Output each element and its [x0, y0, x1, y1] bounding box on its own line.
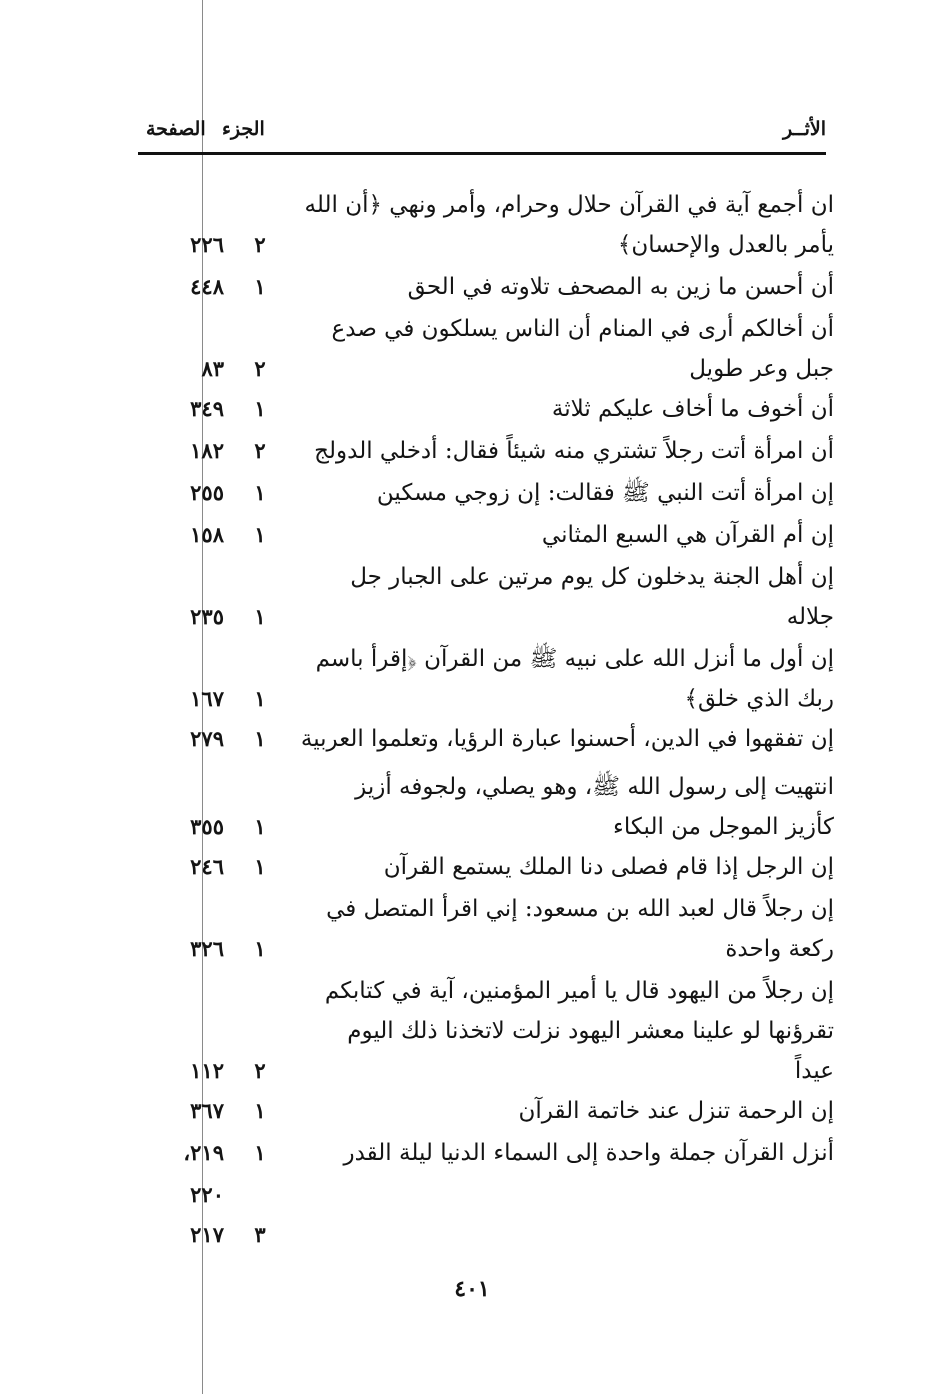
juz-number: ٢ [254, 356, 266, 381]
juz-number: ١ [254, 814, 266, 839]
page-ref-number: ٣٥٥ [190, 814, 224, 839]
athar-text-line: تقرؤنها لو علينا معشر اليهود نزلت لاتخذنا ذلك اليوم [347, 1018, 834, 1044]
athar-text-line: أن أحسن ما زين به المصحف تلاوته في الحق [407, 274, 834, 300]
athar-text-line: إن تفقهوا في الدين، أحسنوا عبارة الرؤيا، وتعلموا العربية [300, 726, 834, 752]
juz-number: ١ [254, 1140, 266, 1165]
page-ref-number: ٢٢٠ [190, 1182, 224, 1207]
page-ref-number: ٢٢٦ [190, 232, 224, 257]
page-ref-number: ٢٥٥ [190, 480, 224, 505]
juz-number: ٢ [254, 232, 266, 257]
athar-text-line: إن رجلاً قال لعبد الله بن مسعود: إني اقرأ المتصل في [326, 896, 834, 922]
juz-number: ١ [254, 522, 266, 547]
juz-number: ٣ [254, 1222, 266, 1247]
athar-text-line: ربك الذي خلق﴾ [684, 686, 834, 712]
page-ref-number: ١٥٨ [190, 522, 224, 547]
page-ref-number: ٣٦٧ [190, 1098, 224, 1123]
juz-number: ٢ [254, 438, 266, 463]
athar-text-line: إن أهل الجنة يدخلون كل يوم مرتين على الجبار جل [350, 564, 834, 590]
page-ref-number: ١٦٧ [190, 686, 224, 711]
page-ref-number: ٢١٩، [183, 1140, 224, 1165]
header-safha: الصفحة [146, 118, 206, 140]
header-rule [138, 152, 826, 155]
juz-number: ١ [254, 686, 266, 711]
athar-text-line: أن أخالكم أرى في المنام أن الناس يسلكون في صدع [331, 316, 834, 342]
athar-text-line: كأزيز الموجل من البكاء [613, 814, 834, 840]
page-ref-number: ٣٤٩ [190, 396, 224, 421]
athar-text-line: انتهيت إلى رسول الله ﷺ، وهو يصلي، ولجوفه أزيز [355, 774, 834, 800]
athar-text-line: أنزل القرآن جملة واحدة إلى السماء الدنيا ليلة القدر [343, 1140, 834, 1166]
page-ref-number: ١١٢ [190, 1058, 224, 1083]
page-ref-number: ٢١٧ [190, 1222, 224, 1247]
header-athar: الأثــر [782, 118, 826, 140]
page-ref-number: ٢٧٩ [190, 726, 224, 751]
header-juz: الجزء [222, 118, 265, 140]
athar-text-line: جبل وعر طويل [689, 356, 834, 382]
athar-text-line: إن الرحمة تنزل عند خاتمة القرآن [518, 1098, 834, 1124]
page-ref-number: ٣٢٦ [190, 936, 224, 961]
juz-number: ١ [254, 604, 266, 629]
page-ref-number: ١٨٢ [190, 438, 224, 463]
juz-number: ١ [254, 274, 266, 299]
page-ref-number: ٤٤٨ [190, 274, 224, 299]
athar-text-line: ركعة واحدة [725, 936, 834, 962]
athar-text-line: أن امرأة أتت رجلاً تشتري منه شيئاً فقال: أدخلي الدولج [314, 438, 834, 464]
athar-text-line: جلاله [786, 604, 834, 630]
athar-text-line: إن امرأة أتت النبي ﷺ فقالت: إن زوجي مسكين [376, 480, 834, 506]
athar-text-line: يأمر بالعدل والإحسان﴾ [617, 232, 834, 258]
juz-number: ١ [254, 480, 266, 505]
athar-text-line: ان أجمع آية في القرآن حلال وحرام، وأمر ونهي ﴿أن الله [304, 192, 834, 218]
juz-number: ٢ [254, 1058, 266, 1083]
juz-number: ١ [254, 396, 266, 421]
athar-text-line: أن أخوف ما أخاف عليكم ثلاثة [551, 396, 834, 422]
juz-number: ١ [254, 936, 266, 961]
juz-number: ١ [254, 726, 266, 751]
athar-text-line: إن رجلاً من اليهود قال يا أمير المؤمنين، آية في كتابكم [324, 978, 834, 1004]
page-ref-number: ٢٤٦ [190, 854, 224, 879]
juz-number: ١ [254, 854, 266, 879]
juz-number: ١ [254, 1098, 266, 1123]
page-ref-number: ٢٣٥ [190, 604, 224, 629]
athar-text-line: إن أم القرآن هي السبع المثاني [541, 522, 834, 548]
page-number: ٤٠١ [454, 1276, 490, 1302]
athar-text-line: عيداً [794, 1058, 834, 1084]
page-ref-number: ٨٣ [201, 356, 224, 381]
athar-text-line: إن أول ما أنزل الله على نبيه ﷺ من القرآن ﴿إقرأ باسم [315, 646, 834, 672]
athar-text-line: إن الرجل إذا قام فصلى دنا الملك يستمع القرآن [383, 854, 834, 880]
